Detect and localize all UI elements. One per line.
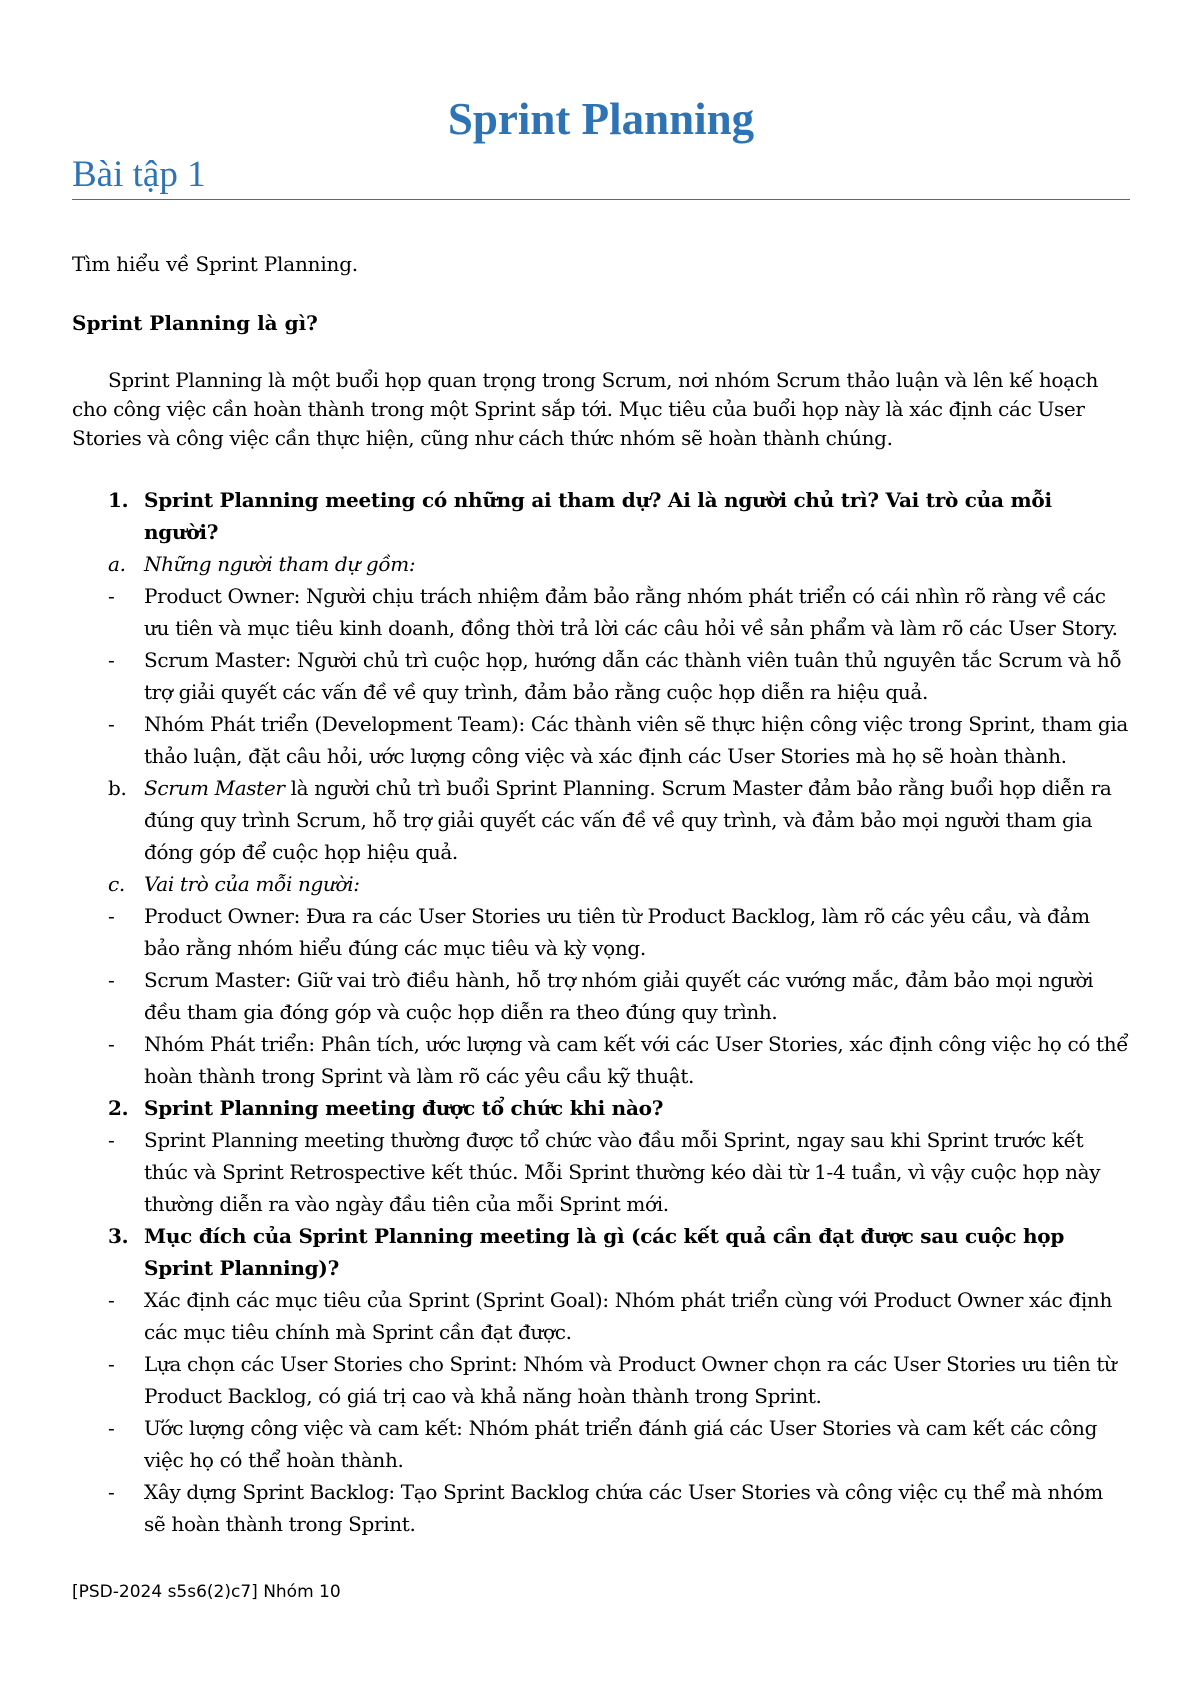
list-item xyxy=(72,1028,1130,1092)
list-marker: a. xyxy=(108,552,126,576)
list-item-text: Nhóm Phát triển: Phân tích, ước lượng và cam kết với các User Stories, xác định công việc họ có thể hoàn thành trong Sprint và làm rõ các yêu cầu kỹ thuật. xyxy=(144,1032,1129,1088)
list-item xyxy=(72,580,1130,644)
list-marker: - xyxy=(108,1288,115,1312)
list-item xyxy=(72,1092,1130,1124)
list-marker: - xyxy=(108,584,115,608)
list-item-text: Ước lượng công việc và cam kết: Nhóm phát triển đánh giá các User Stories và cam kết các công việc họ có thể hoàn thành. xyxy=(144,1416,1098,1472)
list-marker: 3. xyxy=(108,1224,129,1248)
list-item-text: Sprint Planning meeting thường được tổ chức vào đầu mỗi Sprint, ngay sau khi Sprint trước kết thúc và Sprint Retrospective kết thúc. Mỗi Sprint thường kéo dài từ 1-4 tuần, vì vậy cuộc họp này thường diễn ra vào ngày đầu tiên của mỗi Sprint mới. xyxy=(144,1128,1101,1216)
list-item xyxy=(72,548,1130,580)
list-item xyxy=(72,1476,1130,1540)
list-item-text: Những người tham dự gồm: xyxy=(144,552,416,576)
list-marker: - xyxy=(108,648,115,672)
list-item-text: Product Owner: Đưa ra các User Stories ưu tiên từ Product Backlog, làm rõ các yêu cầu, và đảm bảo rằng nhóm hiểu đúng các mục tiêu và kỳ vọng. xyxy=(144,904,1090,960)
list-marker: - xyxy=(108,968,115,992)
definition-paragraph: Sprint Planning là một buổi họp quan trọng trong Scrum, nơi nhóm Scrum thảo luận và lên kế hoạch cho công việc cần hoàn thành trong một Sprint sắp tới. Mục tiêu của buổi họp này là xác định các User Stories và công việc cần thực hiện, cũng như cách thức nhóm sẽ hoàn thành chúng. xyxy=(72,368,1099,450)
list-item xyxy=(72,644,1130,708)
list-item-text: Product Owner: Người chịu trách nhiệm đảm bảo rằng nhóm phát triển có cái nhìn rõ ràng về các ưu tiên và mục tiêu kinh doanh, đồng thời trả lời các câu hỏi về sản phẩm và làm rõ các User Story. xyxy=(144,584,1118,640)
list-marker: - xyxy=(108,1416,115,1440)
list-item-text: Sprint Planning meeting được tổ chức khi nào? xyxy=(144,1096,664,1120)
list-item-text: Scrum Master: Người chủ trì cuộc họp, hướng dẫn các thành viên tuân thủ nguyên tắc Scrum và hỗ trợ giải quyết các vấn đề về quy trình, đảm bảo rằng cuộc họp diễn ra hiệu quả. xyxy=(144,648,1122,704)
document-title: Sprint Planning xyxy=(447,94,755,144)
intro-text: Tìm hiểu về Sprint Planning. xyxy=(72,252,358,276)
list-marker: - xyxy=(108,904,115,928)
list-item-text: Xác định các mục tiêu của Sprint (Sprint Goal): Nhóm phát triển cùng với Product Owner xác định các mục tiêu chính mà Sprint cần đạt được. xyxy=(144,1288,1112,1344)
list-item xyxy=(72,1124,1130,1220)
list-item xyxy=(72,1348,1130,1412)
section-heading: Bài tập 1 xyxy=(72,153,1130,200)
list-marker: - xyxy=(108,712,115,736)
list-item xyxy=(72,484,1130,548)
list-item xyxy=(72,868,1130,900)
list-item xyxy=(72,900,1130,964)
list-item-text: Nhóm Phát triển (Development Team): Các thành viên sẽ thực hiện công việc trong Sprint, tham gia thảo luận, đặt câu hỏi, ước lượng công việc và xác định các User Stories mà họ sẽ hoàn thành. xyxy=(144,712,1128,768)
page-footer: [PSD-2024 s5s6(2)c7] Nhóm 10 xyxy=(72,1582,341,1602)
list-marker: - xyxy=(108,1480,115,1504)
list-marker: c. xyxy=(108,872,125,896)
list-item-text: Vai trò của mỗi người: xyxy=(144,872,360,896)
list-item-text: Mục đích của Sprint Planning meeting là gì (các kết quả cần đạt được sau cuộc họp Sprint Planning)? xyxy=(144,1224,1065,1280)
list-item xyxy=(72,772,1130,868)
list-item xyxy=(72,964,1130,1028)
list-item-text: Sprint Planning meeting có những ai tham dự? Ai là người chủ trì? Vai trò của mỗi người? xyxy=(144,488,1052,544)
list-marker: - xyxy=(108,1032,115,1056)
list-marker: - xyxy=(108,1128,115,1152)
question-heading: Sprint Planning là gì? xyxy=(72,311,318,335)
list-item xyxy=(72,708,1130,772)
list-marker: 2. xyxy=(108,1096,129,1120)
list-marker: 1. xyxy=(108,488,129,512)
list-item-emphasis: Scrum Master xyxy=(144,776,285,800)
list-item-text: Scrum Master: Giữ vai trò điều hành, hỗ trợ nhóm giải quyết các vướng mắc, đảm bảo mọi người đều tham gia đóng góp và cuộc họp diễn ra theo đúng quy trình. xyxy=(144,968,1094,1024)
list-item xyxy=(72,1284,1130,1348)
list-item-text: Lựa chọn các User Stories cho Sprint: Nhóm và Product Owner chọn ra các User Stories ưu tiên từ Product Backlog, có giá trị cao và khả năng hoàn thành trong Sprint. xyxy=(144,1352,1117,1408)
list-item xyxy=(72,1220,1130,1284)
list-marker: b. xyxy=(108,776,127,800)
list-item xyxy=(72,1412,1130,1476)
list-item-text: Xây dựng Sprint Backlog: Tạo Sprint Backlog chứa các User Stories và công việc cụ thể mà nhóm sẽ hoàn thành trong Sprint. xyxy=(144,1480,1103,1536)
list-item-text: là người chủ trì buổi Sprint Planning. Scrum Master đảm bảo rằng buổi họp diễn ra đúng quy trình Scrum, hỗ trợ giải quyết các vấn đề về quy trình, và đảm bảo mọi người tham gia đóng góp để cuộc họp hiệu quả. xyxy=(144,776,1112,864)
question-list xyxy=(72,484,1130,1540)
list-marker: - xyxy=(108,1352,115,1376)
